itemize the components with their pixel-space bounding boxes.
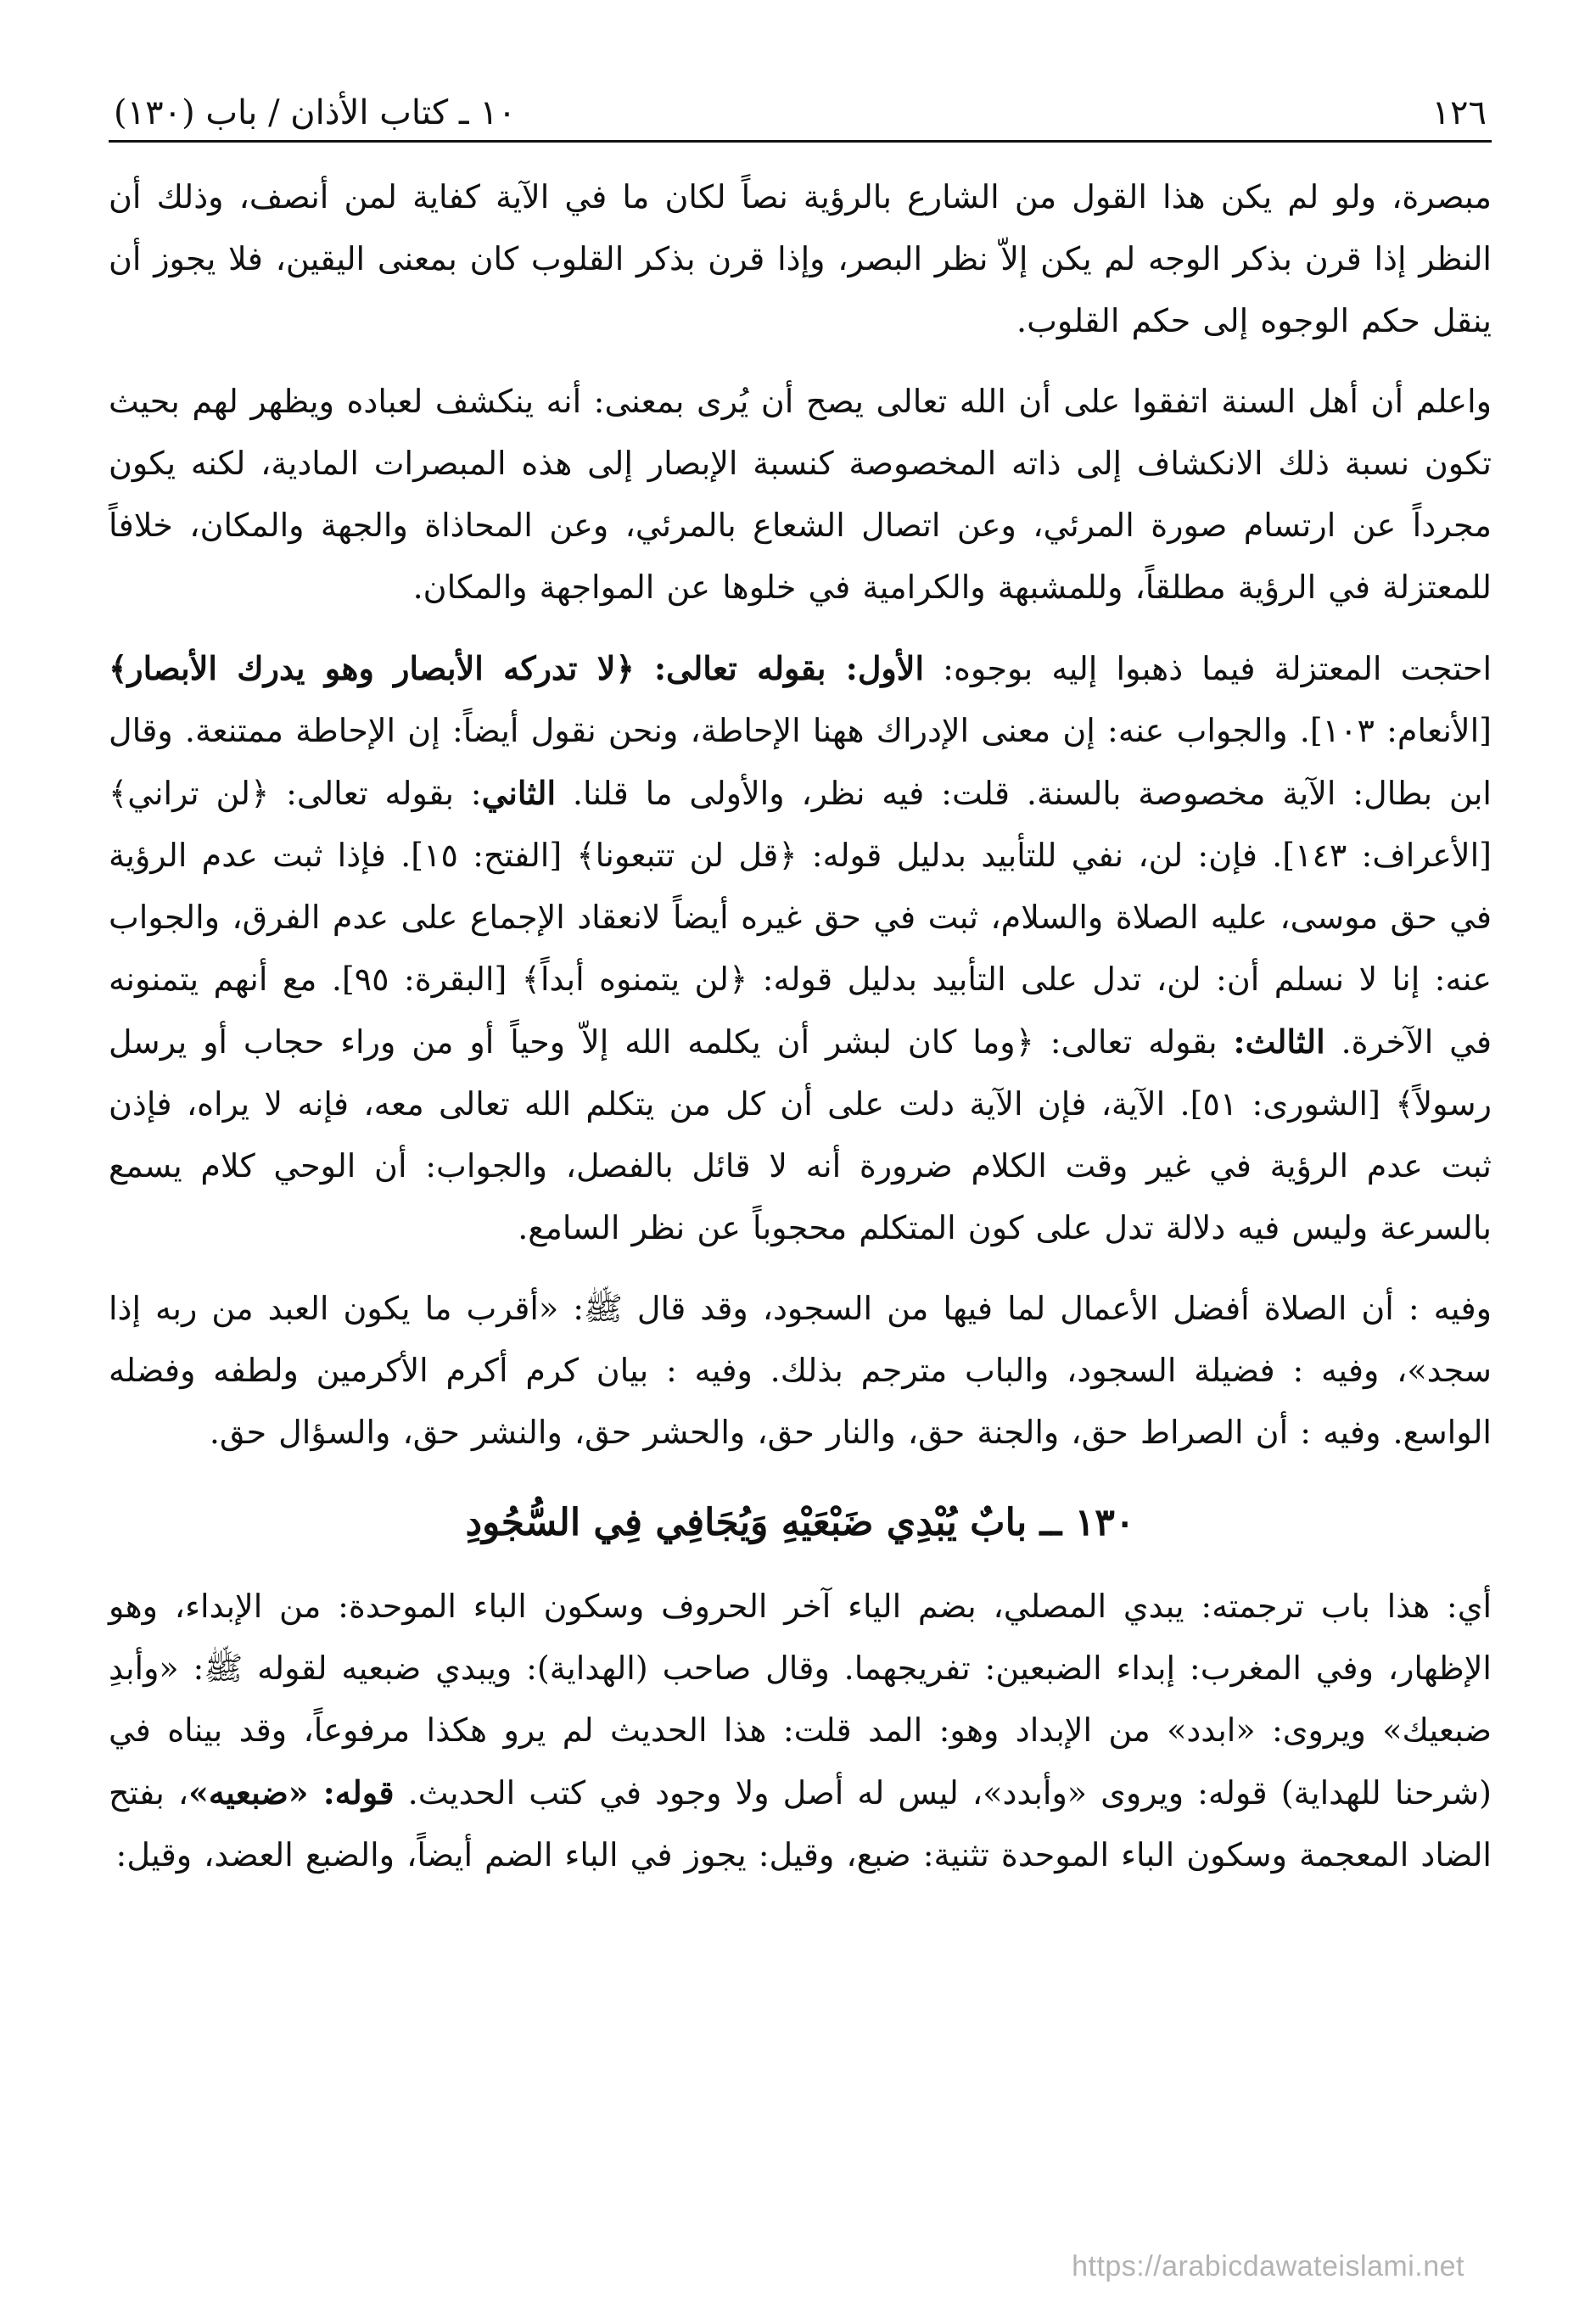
argument-third-text: بقوله تعالى: ﴿وما كان لبشر أن يكلمه الله إلاّ وحياً أو من وراء حجاب أو يرسل رسولاً﴾ [الشورى: ٥١]. الآية، فإن الآية دلت على أن كل من يتكلم الله تعالى معه، فإنه لا يراه، فإذن ثبت عدم الرؤية في غير وقت الكلام ضرورة أنه لا قائل بالفصل، والجواب: أن الوحي كلام يسمع بالسرعة وليس فيه دلالة تدل على كون المتكلم محجوباً عن نظر السامع. <box>109 1023 1492 1246</box>
argument-intro: احتجت المعتزلة فيما ذهبوا إليه بوجوه: <box>924 650 1492 687</box>
header-rule <box>109 140 1492 143</box>
chapter-title: ١٠ ـ كتاب الأذان / باب (١٣٠) <box>114 93 517 132</box>
commentary-text-before: أي: هذا باب ترجمته: يبدي المصلي، بضم الياء آخر الحروف وسكون الباء الموحدة: من الإبداء، وهو الإظهار، وفي المغرب: إبداء الضبعين: تفريجهما. وقال صاحب (الهداية): ويبدي ضبعيه لقوله ﷺ: «وأبدِ ضبعيك» ويروى: «ابدد» من الإبداد وهو: المد قلت: هذا الحديث لم يرو هكذا مرفوعاً، وقد بيناه في (شرحنا للهداية) قوله: ويروى «وأبدد»، ليس له أصل ولا وجود في كتب الحديث. <box>109 1588 1492 1812</box>
section-heading: ١٣٠ ــ بابٌ يُبْدِي ضَبْعَيْهِ وَيُجَافِي فِي السُّجُودِ <box>465 1501 1135 1544</box>
benefits-paragraph: وفيه : أن الصلاة أفضل الأعمال لما فيها من السجود، وقد قال ﷺ: «أقرب ما يكون العبد من ربه إذا سجد»، وفيه : فضيلة السجود، والباب مترجم بذلك. وفيه : بيان كرم أكرم الأكرمين ولطفه وفضله الواسع. وفيه : أن الصراط حق، والجنة حق، والنار حق، والحشر حق، والنشر حق، والسؤال حق. <box>109 1290 1492 1451</box>
argument-third-label: الثالث: <box>1233 1022 1325 1061</box>
book-page <box>109 72 1492 2278</box>
argument-first-label: الأول: بقوله تعالى: ﴿لا تدركه الأبصار وهو يدرك الأبصار﴾ <box>109 649 925 687</box>
paragraph-1: مبصرة، ولو لم يكن هذا القول من الشارع بالرؤية نصاً لكان ما في الآية كفاية لمن أنصف، وذلك أن النظر إذا قرن بذكر الوجه لم يكن إلاّ نظر البصر، وإذا قرن بذكر القلوب كان بمعنى اليقين، فلا يجوز أن ينقل حكم الوجوه إلى حكم القلوب. <box>109 178 1492 339</box>
commentary-text-after: ، بفتح الضاد المعجمة وسكون الباء الموحدة تثنية: ضبع، وقيل: يجوز في الباء الضم أيضاً، والضبع العضد، وقيل: <box>109 1774 1492 1874</box>
argument-second-label: الثاني <box>481 774 557 812</box>
argument-second-text: : بقوله تعالى: ﴿لن تراني﴾ [الأعراف: ١٤٣]. فإن: لن، نفي للتأبيد بدليل قوله: ﴿قل لن تتبعونا﴾ [الفتح: ١٥]. فإذا ثبت عدم الرؤية في حق موسى، عليه الصلاة والسلام، ثبت في حق غيره أيضاً لانعقاد الإجماع على عدم الفرق، والجواب عنه: إنا لا نسلم أن: لن، تدل على التأبيد بدليل قوله: ﴿لن يتمنوه أبداً﴾ [البقرة: ٩٥]. مع أنهم يتمنونه في الآخرة. <box>109 775 1492 1061</box>
commentary-paragraph <box>109 1576 1492 1886</box>
running-head <box>109 72 1492 140</box>
commentary-bold-label: قوله: «ضبعيه» <box>188 1773 395 1812</box>
argument-paragraph <box>109 637 1492 1259</box>
argument-first-text: [الأنعام: ١٠٣]. والجواب عنه: إن معنى الإدراك ههنا الإحاطة، ونحن نقول أيضاً: إن الإحاطة ممتنعة. وقال ابن بطال: الآية مخصوصة بالسنة. قلت: فيه نظر، والأولى ما قلنا. <box>109 712 1492 812</box>
watermark-url: https://arabicdawateislami.net <box>1072 2250 1464 2282</box>
paragraph-2: واعلم أن أهل السنة اتفقوا على أن الله تعالى يصح أن يُرى بمعنى: أنه ينكشف لعباده ويظهر لهم بحيث تكون نسبة ذلك الانكشاف إلى ذاته المخصوصة كنسبة الإبصار إلى هذه المبصرات المادية، لكنه يكون مجرداً عن ارتسام صورة المرئي، وعن اتصال الشعاع بالمرئي، وعن المحاذاة والجهة والمكان، خلافاً للمعتزلة في الرؤية مطلقاً، وللمشبهة والكرامية في خلوها عن المواجهة والمكان. <box>109 383 1492 606</box>
page-number: ١٢٦ <box>1431 93 1487 132</box>
